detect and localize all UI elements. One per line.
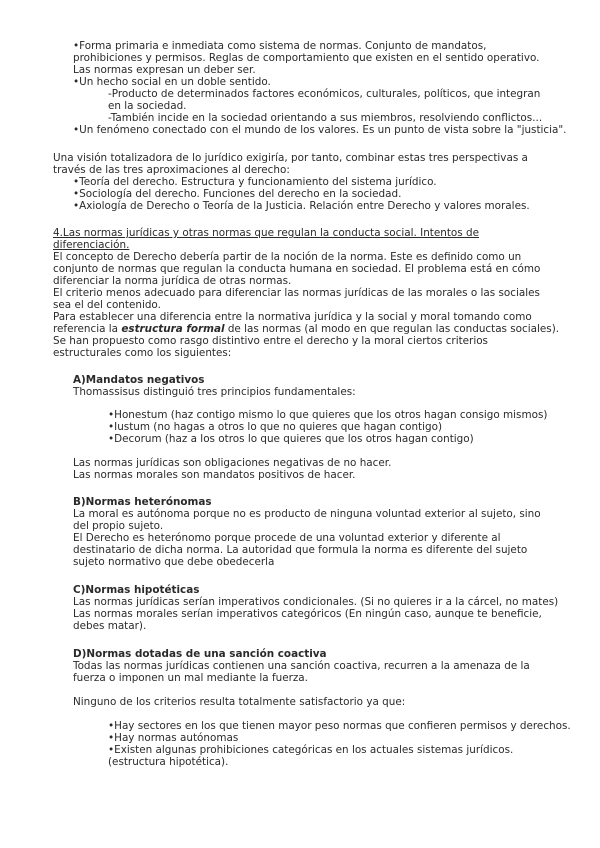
text-run: referencia la [53,323,122,335]
section-paragraph: Se han propuesto como rasgo distintivo entre el derecho y la moral ciertos criterios [53,335,488,347]
criterion-text: Las normas jurídicas son obligaciones negativas de no hacer. [73,457,392,469]
intro-subline: -También incide en la sociedad orientando a sus miembros, resolviendo conflictos... [108,112,543,124]
criterion-text: destinatario de dicha norma. La autoridad que formula la norma es diferente del sujeto [73,544,528,556]
vision-item: •Sociología del derecho. Funciones del derecho en la sociedad. [73,188,402,200]
principle-item: •Decorum (haz a los otros lo que quieres que los otros hagan contigo) [108,433,474,445]
criterion-text: fuerza o imponen un mal mediante la fuerza. [73,672,308,684]
emphasis-term: estructura formal [121,323,225,335]
text-run: de las normas (al modo en que regulan las conductas sociales). [224,323,560,335]
intro-line: •Un hecho social en un doble sentido. [73,76,271,88]
vision-item: •Teoría del derecho. Estructura y funcionamiento del sistema jurídico. [73,176,437,188]
criterion-title: C)Normas hipotéticas [73,584,200,596]
intro-line: •Un fenómeno conectado con el mundo de los valores. Es un punto de vista sobre la "justicia". [73,124,567,136]
intro-subline: -Producto de determinados factores económicos, culturales, políticos, que integran [108,88,541,100]
conclusion-intro: Ninguno de los criterios resulta totalmente satisfactorio ya que: [73,696,406,708]
criterion-text: Thomassisus distinguió tres principios fundamentales: [73,386,356,398]
section-paragraph: El concepto de Derecho debería partir de la noción de la norma. Este es definido como un [53,251,522,263]
conclusion-item: •Hay sectores en los que tienen mayor peso normas que confieren permisos y derechos. [108,720,571,732]
criterion-text: debes matar). [73,620,147,632]
conclusion-item: •Existen algunas prohibiciones categóricas en los actuales sistemas jurídicos. [108,744,514,756]
section-paragraph: El criterio menos adecuado para diferenciar las normas jurídicas de las morales o las sociales [53,287,540,299]
intro-line: •Forma primaria e inmediata como sistema de normas. Conjunto de mandatos, [73,40,487,52]
section-paragraph: diferenciar la norma jurídica de otras normas. [53,275,292,287]
criterion-text: sujeto normativo que debe obedecerla [73,556,275,568]
section-heading: 4.Las normas jurídicas y otras normas que regulan la conducta social. Intentos de [53,227,479,239]
criterion-text: Las normas morales serían imperativos categóricos (En ningún caso, aunque te beneficie, [73,608,542,620]
section-paragraph: conjunto de normas que regulan la conducta humana en sociedad. El problema está en cómo [53,263,541,275]
section-heading: diferenciación. [53,239,130,251]
vision-item: •Axiología de Derecho o Teoría de la Justicia. Relación entre Derecho y valores morales. [73,200,530,212]
principle-item: •Iustum (no hagas a otros lo que no quieres que hagan contigo) [108,421,443,433]
intro-subline: en la sociedad. [108,100,187,112]
intro-line: Las normas expresan un deber ser. [73,64,256,76]
vision-paragraph: través de las tres aproximaciones al derecho: [53,164,290,176]
section-paragraph: sea el del contenido. [53,299,161,311]
principle-item: •Honestum (haz contigo mismo lo que quieres que los otros hagan consigo mismos) [108,409,548,421]
criterion-text: Todas las normas jurídicas contienen una sanción coactiva, recurren a la amenaza de la [73,660,530,672]
criterion-text: Las normas morales son mandatos positivos de hacer. [73,469,356,481]
criterion-text: La moral es autónoma porque no es producto de ninguna voluntad exterior al sujeto, sino [73,508,541,520]
criterion-title: B)Normas heterónomas [73,496,212,508]
criterion-title: A)Mandatos negativos [73,374,205,386]
criterion-text: del propio sujeto. [73,520,164,532]
conclusion-item: (estructura hipotética). [108,756,229,768]
criterion-text: Las normas jurídicas serían imperativos condicionales. (Si no quieres ir a la cárcel, no mates) [73,596,559,608]
intro-line: prohibiciones y permisos. Reglas de comportamiento que existen en el sentido operativo. [73,52,540,64]
section-paragraph: estructurales como los siguientes: [53,347,232,359]
criterion-text: El Derecho es heterónomo porque procede de una voluntad exterior y diferente al [73,532,501,544]
section-paragraph: Para establecer una diferencia entre la normativa jurídica y la social y moral tomando como [53,311,532,323]
criterion-title: D)Normas dotadas de una sanción coactiva [73,648,327,660]
section-paragraph-mixed [53,323,559,335]
conclusion-item: •Hay normas autónomas [108,732,239,744]
vision-paragraph: Una visión totalizadora de lo jurídico exigiría, por tanto, combinar estas tres perspectivas a [53,152,528,164]
